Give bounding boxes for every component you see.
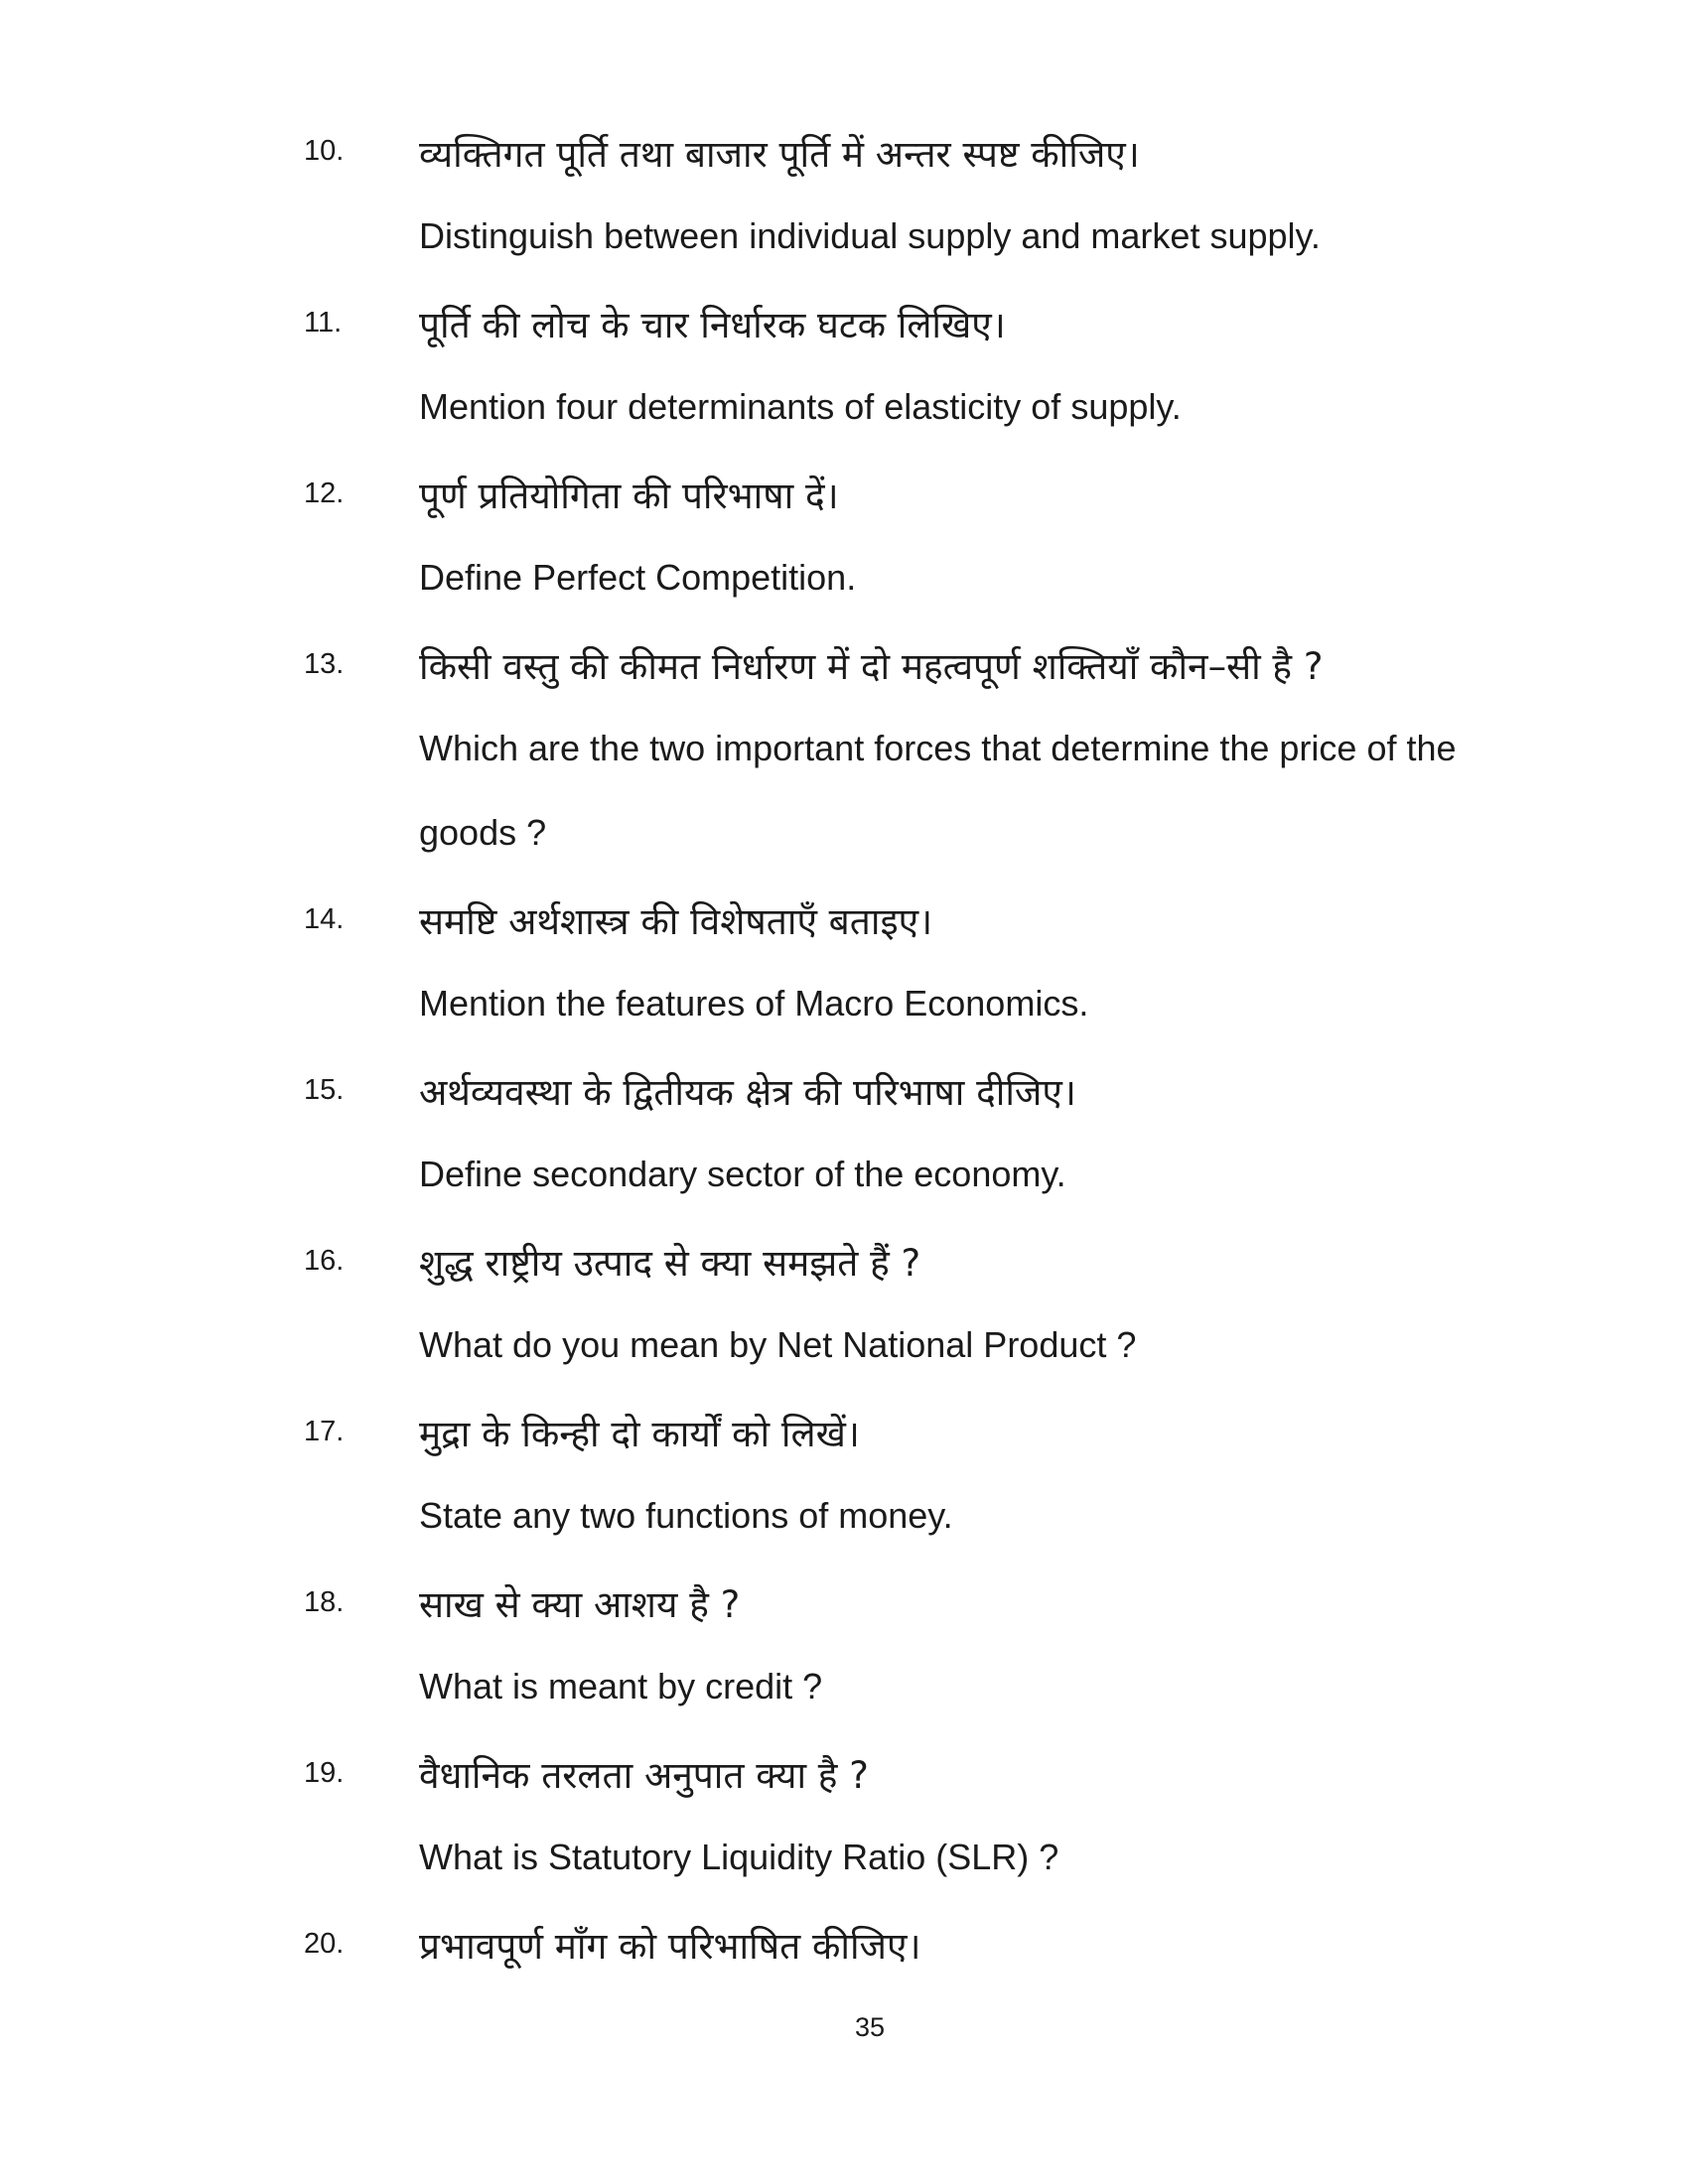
question-hindi: वैधानिक तरलता अनुपात क्या है ?: [419, 1754, 869, 1797]
question-hindi: समष्टि अर्थशास्त्र की विशेषताएँ बताइए।: [419, 900, 933, 943]
question-hindi: शुद्ध राष्ट्रीय उत्पाद से क्या समझते हैं ?: [419, 1242, 921, 1285]
question-english: What is Statutory Liquidity Ratio (SLR) ?: [419, 1837, 1059, 1877]
question-hindi: अर्थव्यवस्था के द्वितीयक क्षेत्र की परिभाषा दीजिए।: [419, 1071, 1076, 1114]
question-english: Which are the two important forces that determine the price of the: [419, 728, 1457, 768]
question-number: 19.: [304, 1757, 345, 1789]
question-hindi: प्रभावपूर्ण माँग को परिभाषित कीजिए।: [419, 1925, 921, 1968]
question-hindi: व्यक्तिगत पूर्ति तथा बाजार पूर्ति में अन्तर स्पष्ट कीजिए।: [419, 133, 1140, 176]
question-english: Define secondary sector of the economy.: [419, 1154, 1066, 1194]
question-number: 17.: [304, 1416, 345, 1447]
question-english: goods ?: [419, 812, 547, 853]
question-english: Distinguish between individual supply and market supply.: [419, 215, 1321, 256]
page-number: 35: [854, 2012, 886, 2042]
question-english: Mention the features of Macro Economics.: [419, 983, 1089, 1024]
question-english: What is meant by credit ?: [419, 1666, 823, 1706]
question-number: 10.: [304, 135, 345, 167]
question-hindi: पूर्ति की लोच के चार निर्धारक घटक लिखिए।: [419, 304, 1006, 346]
question-hindi: साख से क्या आशय है ?: [419, 1583, 741, 1626]
question-english: Define Perfect Competition.: [419, 557, 857, 598]
question-english: Mention four determinants of elasticity of supply.: [419, 386, 1182, 427]
question-hindi: मुद्रा के किन्ही दो कार्यों को लिखें।: [419, 1413, 860, 1455]
question-hindi: किसी वस्तु की कीमत निर्धारण में दो महत्वपूर्ण शक्तियाँ कौन–सी है ?: [419, 645, 1324, 688]
question-english: What do you mean by Net National Product ?: [419, 1324, 1137, 1365]
question-number: 13.: [304, 648, 345, 680]
question-number: 14.: [304, 903, 345, 935]
question-number: 11.: [304, 307, 343, 339]
question-number: 18.: [304, 1586, 345, 1618]
question-number: 12.: [304, 478, 345, 509]
question-english: State any two functions of money.: [419, 1495, 953, 1536]
question-hindi: पूर्ण प्रतियोगिता की परिभाषा दें।: [419, 475, 839, 517]
question-number: 16.: [304, 1245, 345, 1277]
question-number: 15.: [304, 1074, 345, 1106]
question-number: 20.: [304, 1928, 345, 1960]
